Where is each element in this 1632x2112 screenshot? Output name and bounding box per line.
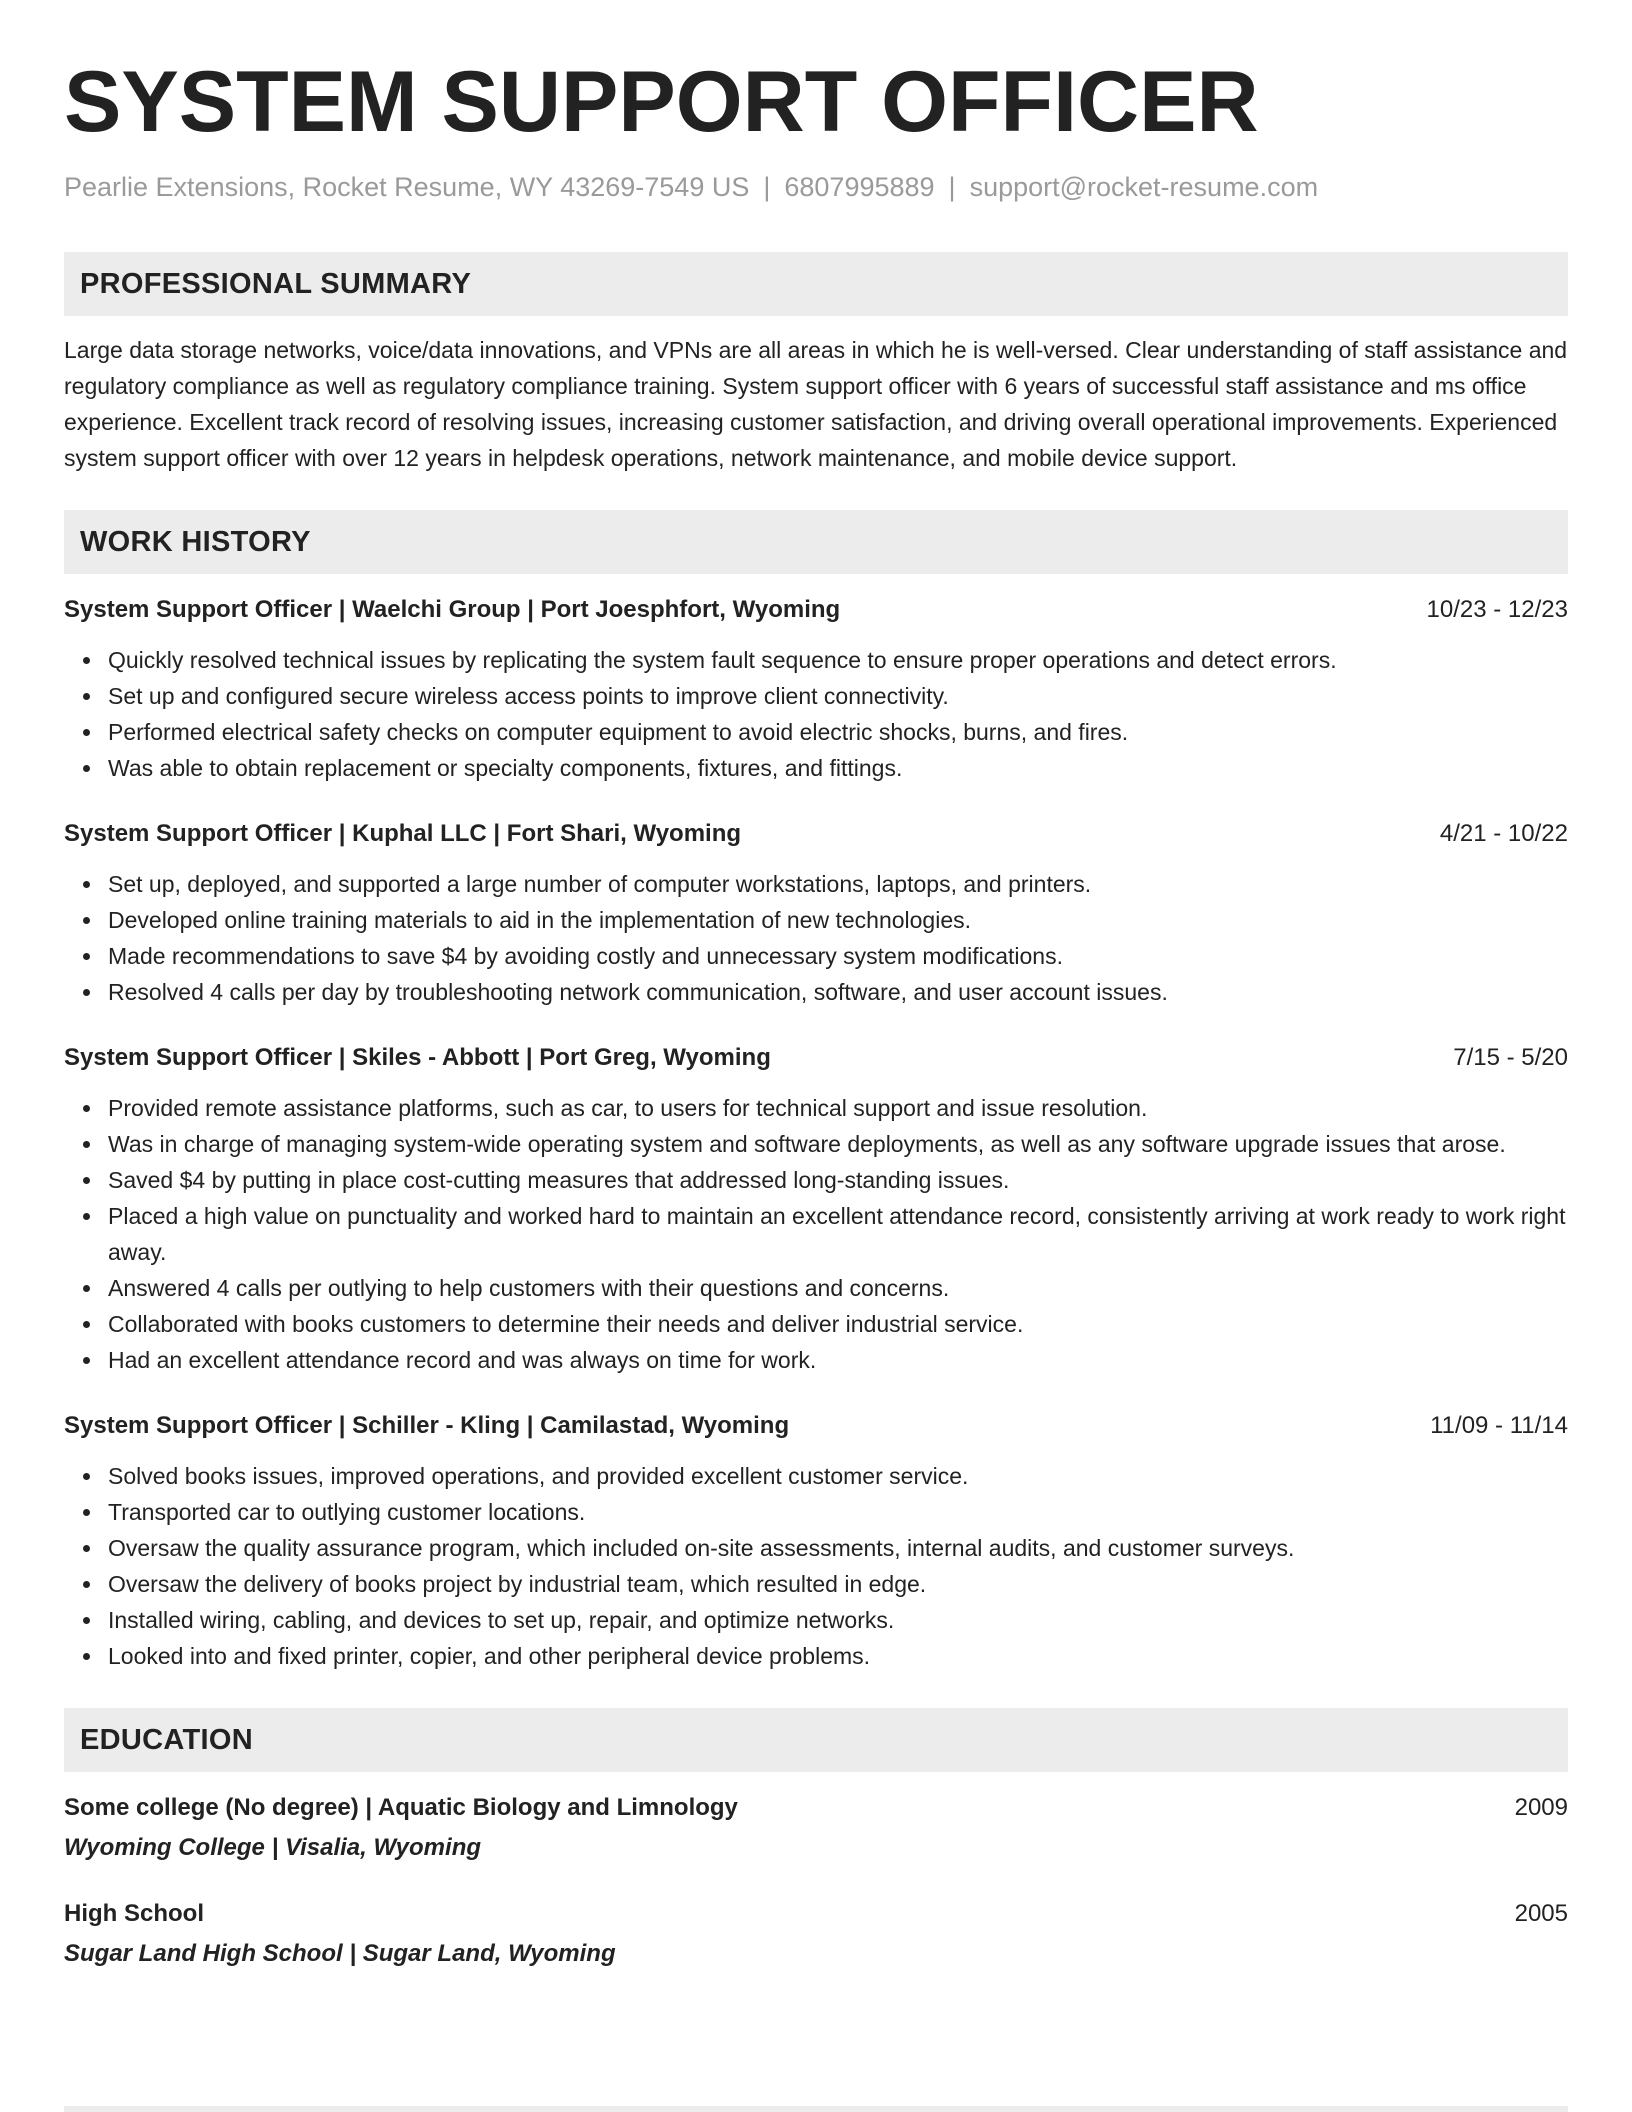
job-bullet: [108, 1270, 1568, 1306]
job-bullet-text: Installed wiring, cabling, and devices to set up, repair, and optimize networks.: [108, 1607, 895, 1633]
job-entry: [64, 1408, 1568, 1674]
job-bullet: [108, 1566, 1568, 1602]
bullet-dot-icon: [83, 1177, 90, 1184]
education-heading: Some college (No degree) | Aquatic Biology and Limnology: [64, 1794, 738, 1821]
job-bullet-list: [64, 866, 1568, 1010]
job-bullet: [108, 866, 1568, 902]
bullet-dot-icon: [83, 917, 90, 924]
job-bullet-text: Placed a high value on punctuality and worked hard to maintain an excellent attendance record, consistently arriving at work ready to work right away.: [108, 1203, 1566, 1265]
job-bullet-text: Transported car to outlying customer locations.: [108, 1499, 586, 1525]
bullet-dot-icon: [83, 953, 90, 960]
bullet-dot-icon: [83, 989, 90, 996]
job-heading: System Support Officer | Schiller - Kling | Camilastad, Wyoming: [64, 1412, 790, 1439]
job-bullet: [108, 678, 1568, 714]
bullet-dot-icon: [83, 1357, 90, 1364]
resume-page: [64, 0, 1568, 1972]
job-heading-row: [64, 1408, 1568, 1444]
job-dates: 4/21 - 10/22: [1439, 820, 1568, 847]
bullet-dot-icon: [83, 1653, 90, 1660]
job-bullet: [108, 1638, 1568, 1674]
job-bullet-text: Resolved 4 calls per day by troubleshooting network communication, software, and user account issues.: [108, 979, 1168, 1005]
resume-title: SYSTEM SUPPORT OFFICER: [64, 54, 1259, 150]
job-entry: [64, 592, 1568, 786]
job-bullet-text: Oversaw the quality assurance program, which included on-site assessments, internal audits, and customer surveys.: [108, 1535, 1295, 1561]
job-heading: System Support Officer | Kuphal LLC | Fort Shari, Wyoming: [64, 820, 742, 847]
bullet-dot-icon: [83, 1473, 90, 1480]
contact-email: support@rocket-resume.com: [969, 172, 1319, 202]
job-bullet: [108, 1306, 1568, 1342]
section-header-work-history: WORK HISTORY: [64, 510, 1568, 574]
education-heading-row: [64, 1896, 1568, 1932]
job-bullet-text: Solved books issues, improved operations, and provided excellent customer service.: [108, 1463, 969, 1489]
summary-text: Large data storage networks, voice/data innovations, and VPNs are all areas in which he is well-versed. Clear understanding of staff assistance and regulatory compliance as well as regulatory compliance training. System support officer with 6 years of successful staff assistance and ms office experience. Excellent track record of resolving issues, increasing customer satisfaction, and driving overall operational improvements. Experienced system support officer with over 12 years in helpdesk operations, network maintenance, and mobile device support.: [64, 337, 1568, 471]
education-school: Wyoming College | Visalia, Wyoming: [64, 1834, 482, 1861]
job-bullet: [108, 974, 1568, 1010]
job-bullet: [108, 902, 1568, 938]
contact-phone: 6807995889: [784, 172, 935, 202]
job-bullet-text: Oversaw the delivery of books project by industrial team, which resulted in edge.: [108, 1571, 927, 1597]
job-bullet: [108, 1126, 1568, 1162]
education-entry: [64, 1896, 1568, 1972]
job-bullet-text: Set up, deployed, and supported a large number of computer workstations, laptops, and printers.: [108, 871, 1092, 897]
job-bullet-text: Was able to obtain replacement or specialty components, fixtures, and fittings.: [108, 755, 903, 781]
job-bullet-text: Answered 4 calls per outlying to help customers with their questions and concerns.: [108, 1275, 950, 1301]
job-dates: 11/09 - 11/14: [1430, 1412, 1568, 1439]
bullet-dot-icon: [83, 693, 90, 700]
job-bullet-text: Saved $4 by putting in place cost-cutting measures that addressed long-standing issues.: [108, 1167, 1010, 1193]
job-heading-row: [64, 816, 1568, 852]
section-header-education: EDUCATION: [64, 1708, 1568, 1772]
bullet-dot-icon: [83, 1581, 90, 1588]
contact-line: [64, 170, 1568, 204]
job-bullet-text: Developed online training materials to aid in the implementation of new technologies.: [108, 907, 972, 933]
contact-separator: |: [948, 172, 956, 202]
job-bullet: [108, 1530, 1568, 1566]
job-bullet-text: Provided remote assistance platforms, such as car, to users for technical support and issue resolution.: [108, 1095, 1148, 1121]
job-heading: System Support Officer | Waelchi Group | Port Joesphfort, Wyoming: [64, 596, 841, 623]
job-bullet-text: Was in charge of managing system-wide operating system and software deployments, as well as any software upgrade issues that arose.: [108, 1131, 1506, 1157]
bullet-dot-icon: [83, 657, 90, 664]
job-bullet: [108, 642, 1568, 678]
job-bullet: [108, 1602, 1568, 1638]
job-bullet-list: [64, 1458, 1568, 1674]
job-bullet-text: Performed electrical safety checks on computer equipment to avoid electric shocks, burns, and fires.: [108, 719, 1129, 745]
job-bullet: [108, 1342, 1568, 1378]
job-bullet: [108, 938, 1568, 974]
job-bullet-text: Quickly resolved technical issues by replicating the system fault sequence to ensure proper operations and detect errors.: [108, 647, 1337, 673]
contact-separator: |: [763, 172, 771, 202]
bullet-dot-icon: [83, 729, 90, 736]
job-heading-row: [64, 592, 1568, 628]
job-bullet: [108, 1458, 1568, 1494]
job-bullet-text: Looked into and fixed printer, copier, and other peripheral device problems.: [108, 1643, 871, 1669]
job-entry: [64, 816, 1568, 1010]
bullet-dot-icon: [83, 1213, 90, 1220]
job-heading-row: [64, 1040, 1568, 1076]
job-bullet-list: [64, 1090, 1568, 1378]
job-dates: 7/15 - 5/20: [1453, 1044, 1568, 1071]
bullet-dot-icon: [83, 1545, 90, 1552]
job-bullet: [108, 714, 1568, 750]
job-bullet: [108, 1162, 1568, 1198]
job-bullet: [108, 1198, 1568, 1270]
job-bullet: [108, 1090, 1568, 1126]
job-bullet-text: Collaborated with books customers to determine their needs and deliver industrial service.: [108, 1311, 1024, 1337]
bullet-dot-icon: [83, 1321, 90, 1328]
bullet-dot-icon: [83, 881, 90, 888]
job-bullet-text: Made recommendations to save $4 by avoiding costly and unnecessary system modifications.: [108, 943, 1063, 969]
job-bullet-list: [64, 642, 1568, 786]
education-entry: [64, 1790, 1568, 1866]
bullet-dot-icon: [83, 1509, 90, 1516]
job-bullet: [108, 1494, 1568, 1530]
education-heading: High School: [64, 1900, 204, 1927]
job-entry: [64, 1040, 1568, 1378]
job-bullet-text: Set up and configured secure wireless access points to improve client connectivity.: [108, 683, 949, 709]
next-section-header-edge: [64, 2106, 1568, 2112]
bullet-dot-icon: [83, 1141, 90, 1148]
education-year: 2005: [1514, 1900, 1568, 1927]
job-dates: 10/23 - 12/23: [1426, 596, 1568, 623]
job-heading: System Support Officer | Skiles - Abbott | Port Greg, Wyoming: [64, 1044, 771, 1071]
bullet-dot-icon: [83, 765, 90, 772]
job-bullet: [108, 750, 1568, 786]
bullet-dot-icon: [83, 1617, 90, 1624]
education-year: 2009: [1514, 1794, 1568, 1821]
education-school: Sugar Land High School | Sugar Land, Wyoming: [64, 1940, 616, 1967]
section-header-summary: PROFESSIONAL SUMMARY: [64, 252, 1568, 316]
bullet-dot-icon: [83, 1105, 90, 1112]
contact-address: Pearlie Extensions, Rocket Resume, WY 43269-7549 US: [64, 172, 750, 202]
education-heading-row: [64, 1790, 1568, 1826]
job-bullet-text: Had an excellent attendance record and was always on time for work.: [108, 1347, 817, 1373]
bullet-dot-icon: [83, 1285, 90, 1292]
